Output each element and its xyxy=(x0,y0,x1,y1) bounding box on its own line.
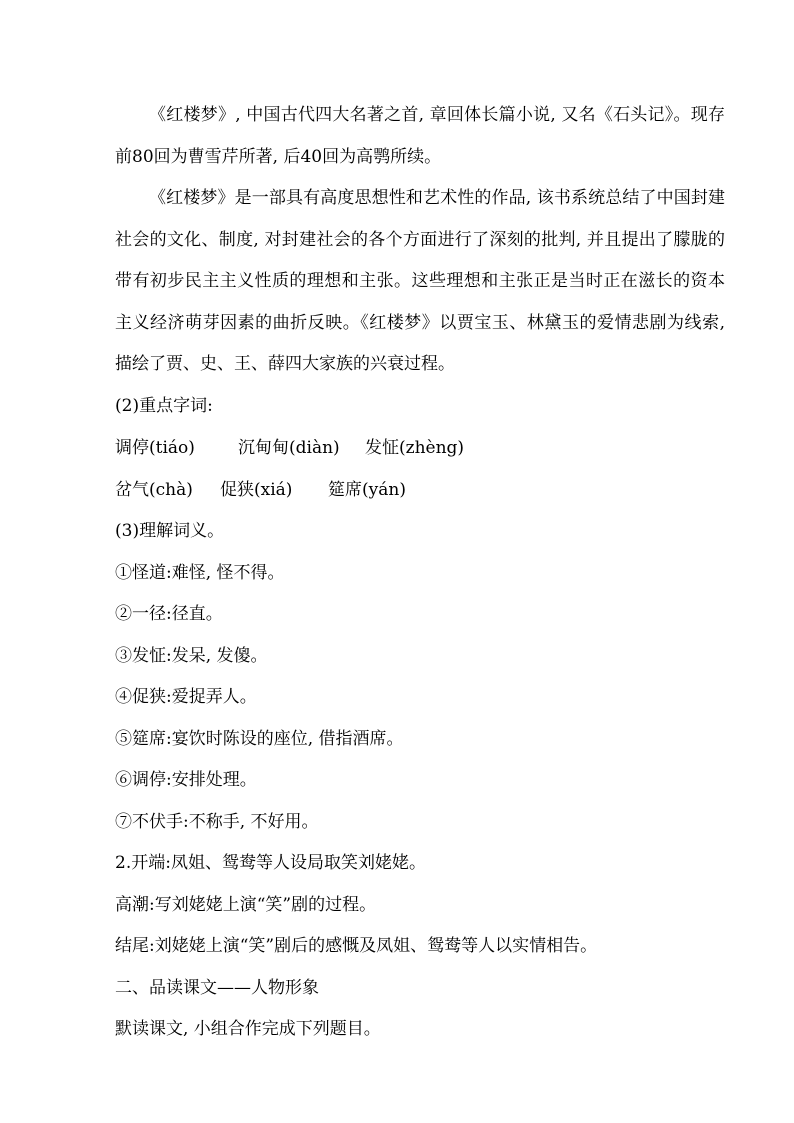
key-word: 发怔(zhèng) xyxy=(365,438,465,458)
key-words-row-1 xyxy=(115,428,464,470)
key-word: 筵席(yán) xyxy=(328,480,406,500)
meanings-heading: (3)理解词义。 xyxy=(115,521,225,541)
key-words-row-2 xyxy=(115,470,406,512)
meaning-item: ⑦不伏手:不称手, 不好用。 xyxy=(115,812,319,832)
key-word: 沉甸甸(diàn) xyxy=(238,438,340,458)
section-instruction: 默读课文, 小组合作完成下列题目。 xyxy=(115,1019,381,1039)
plot-ending: 结尾:刘姥姥上演“笑”剧后的感慨及凤姐、鸳鸯等人以实情相告。 xyxy=(115,936,598,956)
plot-climax: 高潮:写刘姥姥上演“笑”剧的过程。 xyxy=(115,895,377,915)
section-heading: 二、品读课文——人物形象 xyxy=(115,978,319,998)
key-word: 岔气(chà) xyxy=(115,480,193,500)
key-words-heading: (2)重点字词: xyxy=(115,396,213,416)
intro-paragraph-1: 《红楼梦》, 中国古代四大名著之首, 章回体长篇小说, 又名《石头记》。现存前80回为曹雪芹所著, 后40回为高鹗所续。 xyxy=(115,105,725,167)
meaning-item: ⑥调停:安排处理。 xyxy=(115,770,257,790)
meaning-item: ②一径:径直。 xyxy=(115,604,223,624)
intro-paragraph-2: 《红楼梦》是一部具有高度思想性和艺术性的作品, 该书系统总结了中国封建社会的文化、制度, 对封建社会的各个方面进行了深刻的批判, 并且提出了朦胧的带有初步民主主义性质的理想和主张。这些理想和主张正是当时正在滋长的资本主义经济萌芽因素的曲折反映。《红楼梦》以贾宝玉、林黛玉的爱情悲剧为线索, 描绘了贾、史、王、薛四大家族的兴衰过程。 xyxy=(115,188,725,374)
meaning-item: ⑤筵席:宴饮时陈设的座位, 借指酒席。 xyxy=(115,729,404,749)
meaning-item: ①怪道:难怪, 怪不得。 xyxy=(115,563,285,583)
meaning-item: ④促狭:爱捉弄人。 xyxy=(115,687,257,707)
plot-start: 2.开端:凤姐、鸳鸯等人设局取笑刘姥姥。 xyxy=(115,853,426,873)
meaning-item: ③发怔:发呆, 发傻。 xyxy=(115,646,268,666)
key-word: 促狭(xiá) xyxy=(220,480,293,500)
key-word: 调停(tiáo) xyxy=(115,438,195,458)
